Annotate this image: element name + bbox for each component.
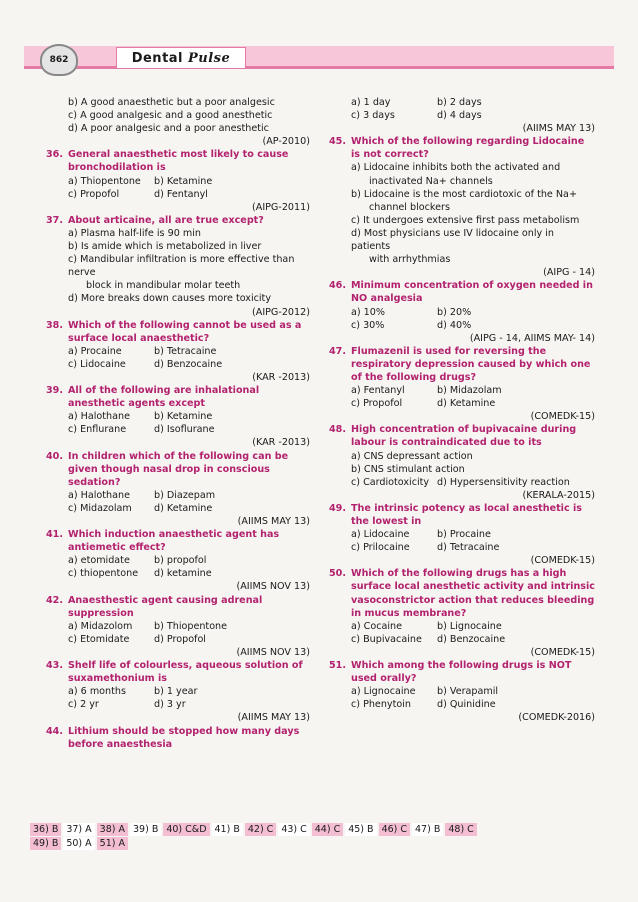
option-pair xyxy=(317,306,595,319)
question-stem xyxy=(317,279,595,305)
question-number: 36. xyxy=(46,149,63,161)
question-number: 38. xyxy=(46,319,63,331)
option: a) CNS depressant action xyxy=(351,450,473,462)
option: b) Verapamil xyxy=(437,686,499,698)
option: b) CNS stimulant action xyxy=(351,463,465,475)
option: d) Hypersensitivity reaction xyxy=(437,476,570,488)
answer-row-1 xyxy=(30,822,600,836)
option-pair xyxy=(317,109,595,122)
answer-cell: 41) B xyxy=(212,823,243,836)
exam-source: (AIIMS NOV 13) xyxy=(236,646,310,658)
answer-row-2 xyxy=(30,836,600,850)
option: c) Phenytoin xyxy=(351,699,411,711)
question-stem xyxy=(34,725,310,751)
question-number: 43. xyxy=(46,660,63,672)
option: b) A good anaesthetic but a poor analgesic xyxy=(68,97,275,108)
option: b) Is amide which is metabolized in liver xyxy=(68,241,262,253)
option-pair xyxy=(317,476,595,489)
answer-cell: 45) B xyxy=(345,823,376,836)
answer-cell: 43) C xyxy=(278,823,309,836)
question-text: Lithium should be stopped how many days before anaesthesia xyxy=(68,725,300,750)
option: a) Lidocaine inhibits both the activated and xyxy=(351,162,561,174)
question-stem xyxy=(317,135,595,161)
answer-cell: 38) A xyxy=(97,823,128,836)
exam-source: (COMEDK-15) xyxy=(530,411,595,423)
option: c) Midazolam xyxy=(68,502,132,514)
exam-source: (KAR -2013) xyxy=(252,371,310,383)
exam-source: (AP-2010) xyxy=(262,136,310,148)
option: c) thiopentone xyxy=(68,568,139,580)
option: a) Procaine xyxy=(68,345,122,357)
question-text: Which of the following regarding Lidocaine is not correct? xyxy=(351,136,585,161)
option: d) 40% xyxy=(437,319,472,331)
answer-cell: 39) B xyxy=(130,823,161,836)
option: b) Tetracaine xyxy=(154,345,217,357)
option: d) Quinidine xyxy=(437,699,496,711)
exam-source: (KERALA-2015) xyxy=(522,489,595,501)
question-stem xyxy=(34,148,310,174)
option: c) Cardiotoxicity xyxy=(351,476,430,488)
question-text: Which induction anaesthetic agent has antiemetic effect? xyxy=(68,529,280,554)
answer-cell: 51) A xyxy=(97,837,128,850)
option: c) It undergoes extensive first pass metabolism xyxy=(351,214,580,226)
option: b) Lidocaine is the most cardiotoxic of the Na+ xyxy=(351,188,577,200)
option-pair xyxy=(34,633,310,646)
option: c) Etomidate xyxy=(68,633,130,645)
option-continuation: block in mandibular molar teeth xyxy=(86,280,241,292)
option-pair xyxy=(317,528,595,541)
question-text: The intrinsic potency as local anesthetic is the lowest in xyxy=(351,502,582,527)
option: a) Fentanyl xyxy=(351,385,405,397)
option-pair xyxy=(34,554,310,567)
question-stem xyxy=(34,528,310,554)
option-pair xyxy=(317,397,595,410)
option-pair xyxy=(34,567,310,580)
option: b) propofol xyxy=(154,555,207,567)
exam-source: (AIIMS MAY 13) xyxy=(237,516,310,527)
option-pair xyxy=(34,345,310,358)
question-stem xyxy=(34,214,310,227)
option: a) 10% xyxy=(351,306,385,318)
option: b) Diazepam xyxy=(154,489,216,501)
question-text: Which of the following drugs has a high surface local anesthetic activity and intrinsic vasoconstrictor action that reduces bleeding in mucus membrane? xyxy=(351,568,595,619)
option: b) Ketamine xyxy=(154,175,213,187)
option-pair xyxy=(34,698,310,711)
option-pair xyxy=(317,633,595,646)
question-text: In children which of the following can be given though nasal drop in conscious sedation? xyxy=(68,450,289,488)
exam-source: (AIPG - 14, AIIMS MAY- 14) xyxy=(469,332,595,344)
option: a) etomidate xyxy=(68,555,130,567)
question-number: 48. xyxy=(329,424,346,436)
header-rule xyxy=(24,66,614,69)
question-stem xyxy=(317,345,595,384)
option: b) 1 year xyxy=(154,686,198,698)
option: d) Propofol xyxy=(154,633,206,645)
option: a) Halothane xyxy=(68,411,131,423)
answer-key xyxy=(30,822,600,850)
option: a) 1 day xyxy=(351,97,391,108)
option-pair xyxy=(34,685,310,698)
page-number: 862 xyxy=(49,55,69,65)
option: d) 3 yr xyxy=(154,699,186,711)
question-stem xyxy=(34,319,310,345)
option-continuation: channel blockers xyxy=(369,201,450,213)
question-stem xyxy=(34,384,310,410)
answer-cell: 40) C&D xyxy=(163,823,209,836)
question-number: 51. xyxy=(329,660,346,672)
option: d) Ketamine xyxy=(437,398,496,410)
option-pair xyxy=(34,423,310,436)
question-number: 40. xyxy=(46,450,63,462)
exam-source: (AIIMS NOV 13) xyxy=(236,581,310,593)
header-band xyxy=(24,46,614,68)
question-text: About articaine, all are true except? xyxy=(68,214,264,226)
question-number: 46. xyxy=(329,280,346,292)
question-text: High concentration of bupivacaine during labour is contraindicated due to its xyxy=(351,424,577,449)
option-pair xyxy=(34,489,310,502)
option: c) 3 days xyxy=(351,110,395,122)
answer-cell: 50) A xyxy=(63,837,94,850)
answer-cell: 36) B xyxy=(30,823,61,836)
journal-title xyxy=(116,47,246,69)
exam-source: (AIPG-2011) xyxy=(252,201,310,213)
option: b) 20% xyxy=(437,306,472,318)
question-number: 42. xyxy=(46,594,63,606)
option-pair xyxy=(34,358,310,371)
exam-source: (KAR -2013) xyxy=(252,437,310,449)
exam-source: (COMEDK-15) xyxy=(530,555,595,567)
option-pair xyxy=(317,685,595,698)
option: c) Bupivacaine xyxy=(351,633,422,645)
exam-source: (AIIMS MAY 13) xyxy=(522,123,595,135)
question-number: 39. xyxy=(46,385,63,397)
question-text: All of the following are inhalational anesthetic agents except xyxy=(68,385,260,410)
option: d) Benzocaine xyxy=(154,358,223,370)
title-script: Pulse xyxy=(188,50,231,66)
question-number: 41. xyxy=(46,529,63,541)
option: a) Lignocaine xyxy=(351,686,416,698)
question-stem xyxy=(317,423,595,449)
option: b) Midazolam xyxy=(437,385,502,397)
exam-source: (AIIMS MAY 13) xyxy=(237,712,310,724)
option: d) 4 days xyxy=(437,110,482,122)
question-stem xyxy=(34,594,310,620)
option: c) Prilocaine xyxy=(351,542,410,554)
option: b) 2 days xyxy=(437,97,482,108)
question-text: Which among the following drugs is NOT used orally? xyxy=(351,660,572,685)
question-text: Anaesthestic agent causing adrenal suppression xyxy=(68,594,263,619)
option: a) Lidocaine xyxy=(351,529,410,541)
option: d) Benzocaine xyxy=(437,633,506,645)
option: a) Cocaine xyxy=(351,620,403,632)
question-stem xyxy=(317,567,595,619)
option: a) Plasma half-life is 90 min xyxy=(68,227,201,239)
option-continuation: with arrhythmias xyxy=(369,254,451,266)
option: c) Propofol xyxy=(351,398,403,410)
answer-cell: 44) C xyxy=(312,823,343,836)
option-pair xyxy=(317,698,595,711)
option: d) ketamine xyxy=(154,568,212,580)
option: d) Most physicians use IV lidocaine only in patients xyxy=(351,227,555,253)
option: a) Midazolom xyxy=(68,620,133,632)
exam-source: (COMEDK-2016) xyxy=(518,712,595,724)
option: c) Mandibular infiltration is more effective than nerve xyxy=(68,254,295,279)
option-pair xyxy=(34,410,310,423)
exam-source: (COMEDK-15) xyxy=(530,646,595,658)
answer-cell: 42) C xyxy=(245,823,276,836)
option: c) Enflurane xyxy=(68,424,127,436)
question-text: Which of the following cannot be used as a surface local anaesthetic? xyxy=(68,319,302,344)
option: d) Isoflurane xyxy=(154,424,215,436)
exam-source: (AIPG-2012) xyxy=(252,306,310,318)
option-pair xyxy=(34,502,310,515)
option: a) 6 months xyxy=(68,686,126,698)
question-number: 47. xyxy=(329,345,346,357)
answer-cell: 37) A xyxy=(63,823,94,836)
option: a) Halothane xyxy=(68,489,131,501)
question-stem xyxy=(317,659,595,685)
option: b) Thiopentone xyxy=(154,620,228,632)
answer-cell: 47) B xyxy=(412,823,443,836)
option-pair xyxy=(317,384,595,397)
option: b) Procaine xyxy=(437,529,491,541)
answer-cell: 46) C xyxy=(379,823,410,836)
question-text: Shelf life of colourless, aqueous solution of suxamethonium is xyxy=(68,660,303,685)
exam-source: (AIPG - 14) xyxy=(543,267,595,279)
option-pair xyxy=(34,175,310,188)
option: d) Tetracaine xyxy=(437,542,500,554)
left-column xyxy=(34,96,310,751)
option: c) A good analgesic and a good anesthetic xyxy=(68,110,273,122)
question-number: 44. xyxy=(46,725,63,737)
question-text: Minimum concentration of oxygen needed in NO analgesia xyxy=(351,280,593,305)
title-main: Dental xyxy=(131,50,184,66)
option-pair xyxy=(34,188,310,201)
option: b) Lignocaine xyxy=(437,620,502,632)
question-number: 37. xyxy=(46,214,63,226)
right-column xyxy=(317,96,595,725)
answer-cell: 48) C xyxy=(445,823,476,836)
option: b) Ketamine xyxy=(154,411,213,423)
tooth-icon xyxy=(40,44,78,76)
question-stem xyxy=(317,502,595,528)
question-stem xyxy=(34,659,310,685)
option: c) 2 yr xyxy=(68,699,99,711)
option: d) Fentanyl xyxy=(154,188,208,200)
option: d) Ketamine xyxy=(154,502,213,514)
question-stem xyxy=(34,450,310,489)
question-number: 45. xyxy=(329,136,346,148)
option: c) Propofol xyxy=(68,188,120,200)
option-pair xyxy=(317,96,595,109)
option-pair xyxy=(317,620,595,633)
option-pair xyxy=(34,620,310,633)
option: a) Thiopentone xyxy=(68,175,141,187)
option: d) A poor analgesic and a poor anesthetic xyxy=(68,123,269,135)
question-number: 49. xyxy=(329,502,346,514)
option: d) More breaks down causes more toxicity xyxy=(68,293,271,305)
answer-cell: 49) B xyxy=(30,837,61,850)
question-text: Flumazenil is used for reversing the respiratory depression caused by which one of the following drugs? xyxy=(351,345,591,383)
option-pair xyxy=(317,541,595,554)
option-continuation: inactivated Na+ channels xyxy=(369,175,493,187)
option: c) 30% xyxy=(351,319,385,331)
question-number: 50. xyxy=(329,568,346,580)
question-text: General anaesthetic most likely to cause bronchodilation is xyxy=(68,149,289,174)
option: c) Lidocaine xyxy=(68,358,126,370)
option-pair xyxy=(317,319,595,332)
